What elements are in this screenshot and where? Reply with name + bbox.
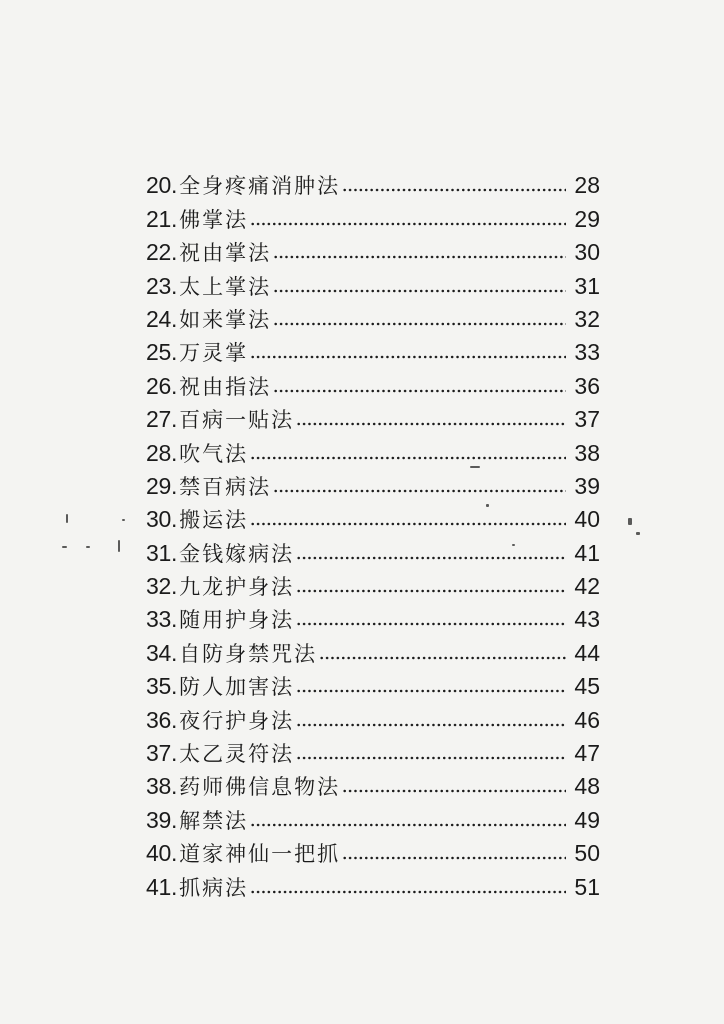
toc-entry[interactable] <box>146 832 600 865</box>
entry-title: 禁百病法 <box>179 474 272 499</box>
scan-speck <box>66 514 68 523</box>
toc-entry[interactable] <box>146 398 600 431</box>
dot-leader <box>296 723 566 727</box>
toc-entry[interactable] <box>146 231 600 264</box>
entry-number: 41. <box>146 873 178 900</box>
toc-entry[interactable] <box>146 164 600 197</box>
page-number: 39 <box>574 472 600 499</box>
dot-leader <box>250 522 566 526</box>
entry-title: 防人加害法 <box>179 675 295 700</box>
toc-entry[interactable] <box>146 431 600 464</box>
entry-title: 道家神仙一把抓 <box>179 842 341 867</box>
entry-title: 九龙护身法 <box>179 575 295 600</box>
entry-number: 32. <box>146 573 178 600</box>
entry-title: 太上掌法 <box>179 274 272 299</box>
dot-leader <box>296 622 566 626</box>
entry-title: 佛掌法 <box>179 207 249 232</box>
entry-title: 全身疼痛消肿法 <box>179 174 341 199</box>
dot-leader <box>296 556 566 560</box>
entry-title: 金钱嫁病法 <box>179 541 295 566</box>
entry-number: 35. <box>146 673 178 700</box>
dot-leader <box>273 389 566 393</box>
table-of-contents <box>146 164 600 899</box>
entry-title: 解禁法 <box>179 808 249 833</box>
entry-title: 吹气法 <box>179 441 249 466</box>
entry-number: 31. <box>146 539 178 566</box>
scan-speck <box>628 518 632 525</box>
entry-number: 26. <box>146 372 178 399</box>
dot-leader <box>296 422 566 426</box>
entry-title: 如来掌法 <box>179 307 272 332</box>
page-number: 33 <box>574 339 600 366</box>
dot-leader <box>342 188 566 192</box>
dot-leader <box>342 789 566 793</box>
entry-number: 24. <box>146 305 178 332</box>
page-number: 46 <box>574 706 600 733</box>
entry-title: 万灵掌 <box>179 341 249 366</box>
toc-entry[interactable] <box>146 598 600 631</box>
entry-number: 37. <box>146 740 178 767</box>
dot-leader <box>250 823 566 827</box>
toc-entry[interactable] <box>146 665 600 698</box>
page-number: 30 <box>574 239 600 266</box>
page-number: 29 <box>574 205 600 232</box>
page-number: 51 <box>574 873 600 900</box>
scan-speck <box>636 532 640 535</box>
toc-entry[interactable] <box>146 364 600 397</box>
dot-leader <box>273 322 566 326</box>
toc-entry[interactable] <box>146 298 600 331</box>
entry-title: 药师佛信息物法 <box>179 775 341 800</box>
page-number: 38 <box>574 439 600 466</box>
entry-title: 太乙灵符法 <box>179 742 295 767</box>
dot-leader <box>250 456 566 460</box>
toc-entry[interactable] <box>146 798 600 831</box>
entry-title: 祝由掌法 <box>179 241 272 266</box>
page-number: 28 <box>574 172 600 199</box>
page-number: 45 <box>574 673 600 700</box>
entry-number: 29. <box>146 472 178 499</box>
dot-leader <box>296 689 566 693</box>
scan-speck <box>62 546 67 548</box>
scan-speck <box>122 519 125 521</box>
page-number: 50 <box>574 840 600 867</box>
entry-number: 38. <box>146 773 178 800</box>
entry-number: 33. <box>146 606 178 633</box>
page-number: 40 <box>574 506 600 533</box>
entry-number: 27. <box>146 406 178 433</box>
entry-title: 搬运法 <box>179 508 249 533</box>
entry-number: 20. <box>146 172 178 199</box>
scan-speck <box>118 540 120 552</box>
entry-number: 30. <box>146 506 178 533</box>
entry-title: 夜行护身法 <box>179 708 295 733</box>
toc-entry[interactable] <box>146 698 600 731</box>
dot-leader <box>250 890 566 894</box>
entry-title: 随用护身法 <box>179 608 295 633</box>
page-number: 47 <box>574 740 600 767</box>
page-number: 41 <box>574 539 600 566</box>
dot-leader <box>296 756 566 760</box>
entry-number: 40. <box>146 840 178 867</box>
entry-number: 34. <box>146 639 178 666</box>
toc-entry[interactable] <box>146 565 600 598</box>
page-number: 43 <box>574 606 600 633</box>
entry-number: 28. <box>146 439 178 466</box>
toc-entry[interactable] <box>146 732 600 765</box>
toc-entry[interactable] <box>146 331 600 364</box>
page-number: 36 <box>574 372 600 399</box>
entry-title: 百病一贴法 <box>179 408 295 433</box>
entry-number: 25. <box>146 339 178 366</box>
dot-leader <box>250 222 566 226</box>
entry-number: 39. <box>146 806 178 833</box>
page-number: 37 <box>574 406 600 433</box>
entry-number: 22. <box>146 239 178 266</box>
dot-leader <box>273 489 566 493</box>
dot-leader <box>319 656 566 660</box>
entry-number: 23. <box>146 272 178 299</box>
entry-title: 自防身禁咒法 <box>179 641 318 666</box>
entry-title: 抓病法 <box>179 875 249 900</box>
page-number: 32 <box>574 305 600 332</box>
dot-leader <box>342 856 566 860</box>
toc-entry[interactable] <box>146 498 600 531</box>
toc-entry[interactable] <box>146 264 600 297</box>
toc-entry[interactable] <box>146 465 600 498</box>
entry-number: 21. <box>146 205 178 232</box>
toc-entry[interactable] <box>146 531 600 564</box>
toc-entry[interactable] <box>146 631 600 664</box>
scan-speck <box>86 546 90 548</box>
toc-entry[interactable] <box>146 197 600 230</box>
entry-number: 36. <box>146 706 178 733</box>
toc-entry[interactable] <box>146 865 600 898</box>
page-number: 49 <box>574 806 600 833</box>
page-number: 42 <box>574 573 600 600</box>
dot-leader <box>296 589 566 593</box>
entry-title: 祝由指法 <box>179 374 272 399</box>
page-number: 31 <box>574 272 600 299</box>
toc-entry[interactable] <box>146 765 600 798</box>
dot-leader <box>273 255 566 259</box>
dot-leader <box>250 355 566 359</box>
page-number: 44 <box>574 639 600 666</box>
dot-leader <box>273 289 566 293</box>
page-number: 48 <box>574 773 600 800</box>
